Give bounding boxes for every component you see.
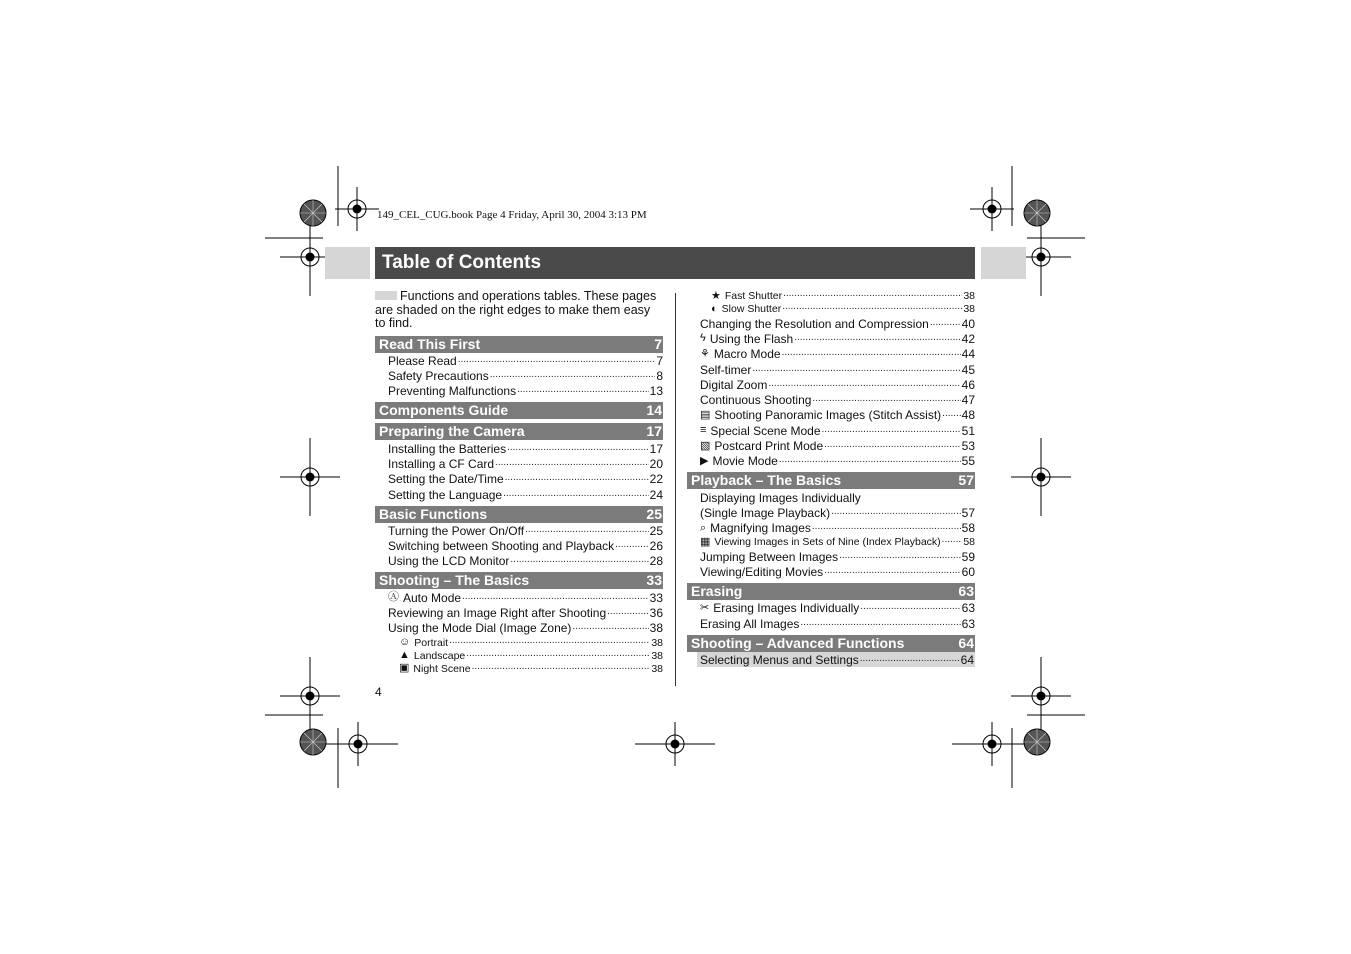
entry-label-group (399, 637, 448, 649)
toc-entry[interactable] (375, 471, 663, 486)
entry-page: 58 (963, 536, 975, 549)
dot-leader (505, 472, 649, 483)
dot-leader (794, 332, 960, 343)
dot-leader (752, 363, 960, 374)
dot-leader (503, 488, 649, 499)
toc-left-column (375, 290, 663, 675)
toc-entry[interactable] (687, 548, 975, 563)
entry-page: 38 (963, 303, 975, 316)
fast-shutter-icon: ★ (711, 289, 721, 302)
section-page: 14 (646, 402, 662, 419)
auto-mode-icon: Ⓐ (388, 591, 399, 604)
entry-page: 25 (649, 523, 663, 538)
toc-entry[interactable] (687, 535, 975, 548)
toc-entry[interactable] (375, 383, 663, 398)
entry-label-group (399, 650, 465, 662)
postcard-icon: ▧ (700, 439, 711, 452)
entry-page: 63 (961, 616, 975, 631)
entry-label: Self-timer (700, 362, 752, 377)
toc-entry[interactable] (687, 302, 975, 315)
entry-label: Preventing Malfunctions (388, 384, 517, 399)
section-title: Playback – The Basics (691, 472, 842, 489)
entry-label: Fast Shutter (724, 290, 783, 303)
entry-label-group (711, 290, 782, 302)
toc-entry[interactable] (687, 564, 975, 579)
entry-label: Postcard Print Mode (714, 439, 824, 454)
entry-label: Setting the Language (388, 487, 503, 502)
entry-label-group (700, 536, 941, 548)
entry-label-group (700, 378, 767, 392)
entry-label-group (700, 363, 751, 377)
toc-entry[interactable] (375, 662, 663, 675)
toc-entry[interactable] (687, 520, 975, 535)
entry-label: Safety Precautions (388, 369, 489, 384)
dot-leader (495, 457, 649, 468)
entry-page: 40 (961, 316, 975, 331)
toc-entry[interactable] (375, 456, 663, 471)
entry-page: 20 (649, 456, 663, 471)
entry-label-group (700, 408, 941, 422)
entry-label: Landscape (413, 649, 466, 662)
page-title: Table of Contents (382, 252, 542, 273)
toc-section-heading[interactable] (375, 423, 663, 440)
toc-entry[interactable] (687, 392, 975, 407)
entry-page: 42 (961, 331, 975, 346)
toc-entry[interactable] (687, 377, 975, 392)
entry-label: Jumping Between Images (700, 549, 839, 564)
entry-page: 38 (651, 636, 663, 649)
toc-entry[interactable] (687, 453, 975, 468)
entry-label-group (700, 565, 823, 579)
night-scene-icon: ▣ (399, 662, 410, 675)
toc-entry[interactable] (687, 615, 975, 630)
entry-label-group (388, 524, 524, 538)
entry-label: Portrait (414, 636, 449, 649)
section-title: Erasing (691, 583, 743, 600)
entry-label: Slow Shutter (721, 303, 782, 316)
entry-label-group (700, 653, 859, 667)
dot-leader (942, 408, 960, 419)
slow-shutter-icon: ◐ (711, 302, 718, 315)
entry-page: 24 (649, 487, 663, 502)
entry-page: 26 (649, 539, 663, 554)
dot-leader (768, 378, 960, 389)
entry-label: Auto Mode (403, 590, 462, 605)
intro-text: Functions and operations tables. These pages are shaded on the right edges to make them easy to find. (375, 289, 657, 330)
entry-label: (Single Image Playback) (700, 505, 831, 520)
toc-entry[interactable] (375, 353, 663, 368)
entry-label: Viewing Images in Sets of Nine (Index Playback) (714, 536, 941, 549)
entry-label-group (700, 424, 821, 438)
entry-label-group (700, 317, 929, 331)
scn-icon: ≡ (700, 424, 707, 437)
section-page: 63 (958, 583, 974, 600)
entry-label: Special Scene Mode (710, 423, 821, 438)
portrait-icon: ☺ (399, 636, 411, 649)
landscape-icon: ▲ (399, 649, 410, 662)
entry-page: 46 (961, 377, 975, 392)
dot-leader (860, 601, 960, 612)
section-title: Shooting – The Basics (379, 572, 530, 589)
dot-leader (860, 653, 960, 664)
stitch-assist-icon: ▤ (700, 408, 711, 421)
entry-label: Erasing Images Individually (713, 601, 860, 616)
registration-target-bottom-center (635, 722, 715, 766)
entry-label-group (700, 491, 861, 505)
registration-target-top-left (335, 187, 379, 231)
entry-label-group (700, 439, 823, 453)
toc-entry[interactable] (375, 538, 663, 553)
entry-label-group (388, 384, 516, 398)
entry-label: Displaying Images Individually (700, 490, 861, 505)
toc-section-heading[interactable] (375, 336, 663, 353)
entry-label: Selecting Menus and Settings (700, 652, 859, 667)
intro-note (375, 290, 663, 331)
dot-leader (930, 317, 961, 328)
dot-leader (831, 506, 961, 517)
entry-label: Installing a CF Card (388, 456, 495, 471)
shade-swatch (375, 291, 397, 300)
toc-entry[interactable] (687, 315, 975, 330)
dot-leader (462, 591, 649, 602)
registration-target-right-middle (1011, 438, 1071, 516)
entry-label-group (700, 454, 778, 468)
toc-entry[interactable] (375, 553, 663, 568)
dot-leader (822, 424, 961, 435)
dot-leader (779, 454, 961, 465)
registration-target-top-right (970, 187, 1014, 231)
entry-label-group (700, 601, 859, 615)
entry-page: 63 (961, 601, 975, 616)
entry-label: Night Scene (413, 662, 471, 675)
index-icon: ▦ (700, 535, 711, 548)
section-page: 57 (958, 472, 974, 489)
dot-leader (572, 621, 648, 632)
toc-entry[interactable] (687, 289, 975, 302)
entry-page: 44 (961, 347, 975, 362)
toc-entry[interactable] (687, 438, 975, 453)
toc-entry[interactable] (687, 422, 975, 437)
section-page: 25 (646, 505, 662, 522)
entry-page: 59 (961, 549, 975, 564)
dot-leader (466, 648, 650, 659)
toc-entry[interactable] (375, 440, 663, 455)
dot-leader (812, 393, 960, 404)
section-title: Shooting – Advanced Functions (691, 634, 905, 651)
entry-page: 33 (649, 590, 663, 605)
entry-label-group (388, 472, 504, 486)
toc-section-heading[interactable] (687, 472, 975, 489)
entry-page: 13 (649, 384, 663, 399)
entry-label: Shooting Panoramic Images (Stitch Assist) (714, 408, 942, 423)
entry-page: 58 (961, 521, 975, 536)
toc-section-heading[interactable] (375, 402, 663, 419)
entry-label: Movie Mode (712, 454, 778, 469)
erase-icon: ✂ (700, 601, 710, 614)
entry-label-group (388, 554, 509, 568)
magnify-icon: ⌕ (700, 521, 707, 534)
entry-label: Erasing All Images (700, 616, 800, 631)
star-target-bottom-left (298, 727, 328, 757)
left-edge-tab (325, 247, 370, 279)
dot-leader (839, 550, 961, 561)
toc-right-list (687, 289, 975, 667)
entry-label: Reviewing an Image Right after Shooting (388, 606, 607, 621)
dot-leader (782, 347, 961, 358)
toc-right-column (687, 289, 975, 667)
entry-label: Using the Flash (709, 331, 794, 346)
dot-leader (490, 369, 656, 380)
entry-label-group (388, 369, 489, 383)
entry-page: 47 (961, 393, 975, 408)
toc-entry[interactable] (687, 346, 975, 361)
entry-label: Viewing/Editing Movies (700, 565, 824, 580)
toc-entry[interactable] (375, 368, 663, 383)
entry-label-group (700, 506, 830, 520)
entry-page: 38 (651, 662, 663, 675)
dot-leader (800, 617, 960, 628)
dot-leader (607, 606, 649, 617)
entry-label-group (700, 332, 793, 346)
entry-page: 53 (961, 439, 975, 454)
entry-page: 55 (961, 454, 975, 469)
entry-page: 45 (961, 362, 975, 377)
entry-page: 28 (649, 554, 663, 569)
entry-page: 51 (961, 423, 975, 438)
entry-label-group (388, 442, 506, 456)
section-page: 7 (654, 335, 662, 352)
dot-leader (449, 635, 650, 646)
toc-entry[interactable] (687, 407, 975, 422)
dot-leader (824, 565, 960, 576)
dot-leader (812, 521, 961, 532)
entry-label: Continuous Shooting (700, 393, 812, 408)
toc-entry[interactable] (375, 589, 663, 604)
entry-page: 17 (649, 441, 663, 456)
entry-label-group (388, 606, 606, 620)
entry-label: Turning the Power On/Off (388, 523, 525, 538)
section-page: 17 (646, 423, 662, 440)
entry-label-group (711, 303, 781, 315)
entry-label: Macro Mode (713, 347, 781, 362)
toc-entry[interactable] (687, 600, 975, 615)
registration-target-left-middle (280, 438, 340, 516)
entry-label: Installing the Batteries (388, 441, 507, 456)
entry-page: 38 (651, 649, 663, 662)
entry-label-group (388, 457, 494, 471)
print-info: 149_CEL_CUG.book Page 4 Friday, April 30, 2004 3:13 PM (377, 209, 647, 221)
entry-label: Changing the Resolution and Compression (700, 316, 929, 331)
entry-label: Using the Mode Dial (Image Zone) (388, 621, 572, 636)
toc-section-heading[interactable] (375, 572, 663, 589)
toc-entry[interactable] (375, 635, 663, 648)
star-target-top-right (1022, 198, 1052, 228)
toc-entry[interactable] (375, 649, 663, 662)
entry-page: 57 (961, 505, 975, 520)
toc-entry[interactable] (375, 605, 663, 620)
entry-label-group (700, 347, 781, 361)
toc-entry[interactable] (697, 652, 975, 667)
dot-leader (517, 384, 649, 395)
entry-label: Using the LCD Monitor (388, 554, 510, 569)
toc-section-heading[interactable] (375, 506, 663, 523)
toc-entry[interactable] (687, 489, 975, 504)
dot-leader (525, 524, 649, 535)
toc-section-heading[interactable] (687, 583, 975, 600)
entry-label: Please Read (388, 353, 457, 368)
entry-label-group (700, 550, 838, 564)
toc-entry[interactable] (687, 331, 975, 346)
entry-page: 36 (649, 606, 663, 621)
toc-entry[interactable] (687, 505, 975, 520)
flash-icon: ϟ (700, 332, 706, 345)
star-target-top-left (298, 198, 328, 228)
toc-section-heading[interactable] (687, 635, 975, 652)
toc-entry[interactable] (375, 486, 663, 501)
section-page: 33 (646, 572, 662, 589)
dot-leader (782, 301, 962, 312)
entry-label-group (399, 663, 471, 675)
entry-label: Switching between Shooting and Playback (388, 539, 615, 554)
registration-target-bottom-right (952, 722, 1032, 766)
page-number: 4 (375, 685, 382, 699)
toc-entry[interactable] (687, 361, 975, 376)
section-title: Preparing the Camera (379, 423, 525, 440)
section-title: Read This First (379, 335, 481, 352)
macro-icon: ⚘ (700, 347, 710, 360)
entry-page: 48 (961, 408, 975, 423)
entry-label: Magnifying Images (710, 521, 811, 536)
toc-entry[interactable] (375, 620, 663, 635)
entry-label-group (388, 488, 502, 502)
dot-leader (507, 442, 649, 453)
section-page: 64 (958, 634, 974, 651)
star-target-bottom-right (1022, 727, 1052, 757)
toc-left-list (375, 336, 663, 675)
entry-page: 8 (656, 369, 663, 384)
section-title: Components Guide (379, 402, 509, 419)
dot-leader (458, 354, 656, 365)
dot-leader (510, 554, 648, 565)
entry-page: 64 (960, 652, 974, 667)
dot-leader (824, 439, 961, 450)
entry-label-group (388, 354, 457, 368)
entry-label-group (388, 591, 461, 605)
entry-label-group (388, 621, 571, 635)
dot-leader (942, 534, 963, 545)
dot-leader (615, 539, 648, 550)
dot-leader (783, 288, 962, 299)
section-title: Basic Functions (379, 505, 488, 522)
right-edge-tab (981, 247, 1026, 279)
entry-page: 22 (649, 472, 663, 487)
entry-page: 38 (963, 290, 975, 303)
entry-label-group (388, 539, 614, 553)
entry-label-group (700, 393, 811, 407)
entry-page: 60 (961, 565, 975, 580)
entry-label: Digital Zoom (700, 377, 768, 392)
dot-leader (472, 661, 651, 672)
column-divider (675, 293, 676, 686)
entry-page: 38 (649, 621, 663, 636)
entry-label: Setting the Date/Time (388, 472, 504, 487)
movie-icon: ▶ (700, 454, 709, 467)
entry-label-group (700, 521, 811, 535)
toc-entry[interactable] (375, 523, 663, 538)
registration-target-bottom-left (318, 722, 398, 766)
entry-label-group (700, 617, 799, 631)
entry-page: 7 (656, 353, 663, 368)
